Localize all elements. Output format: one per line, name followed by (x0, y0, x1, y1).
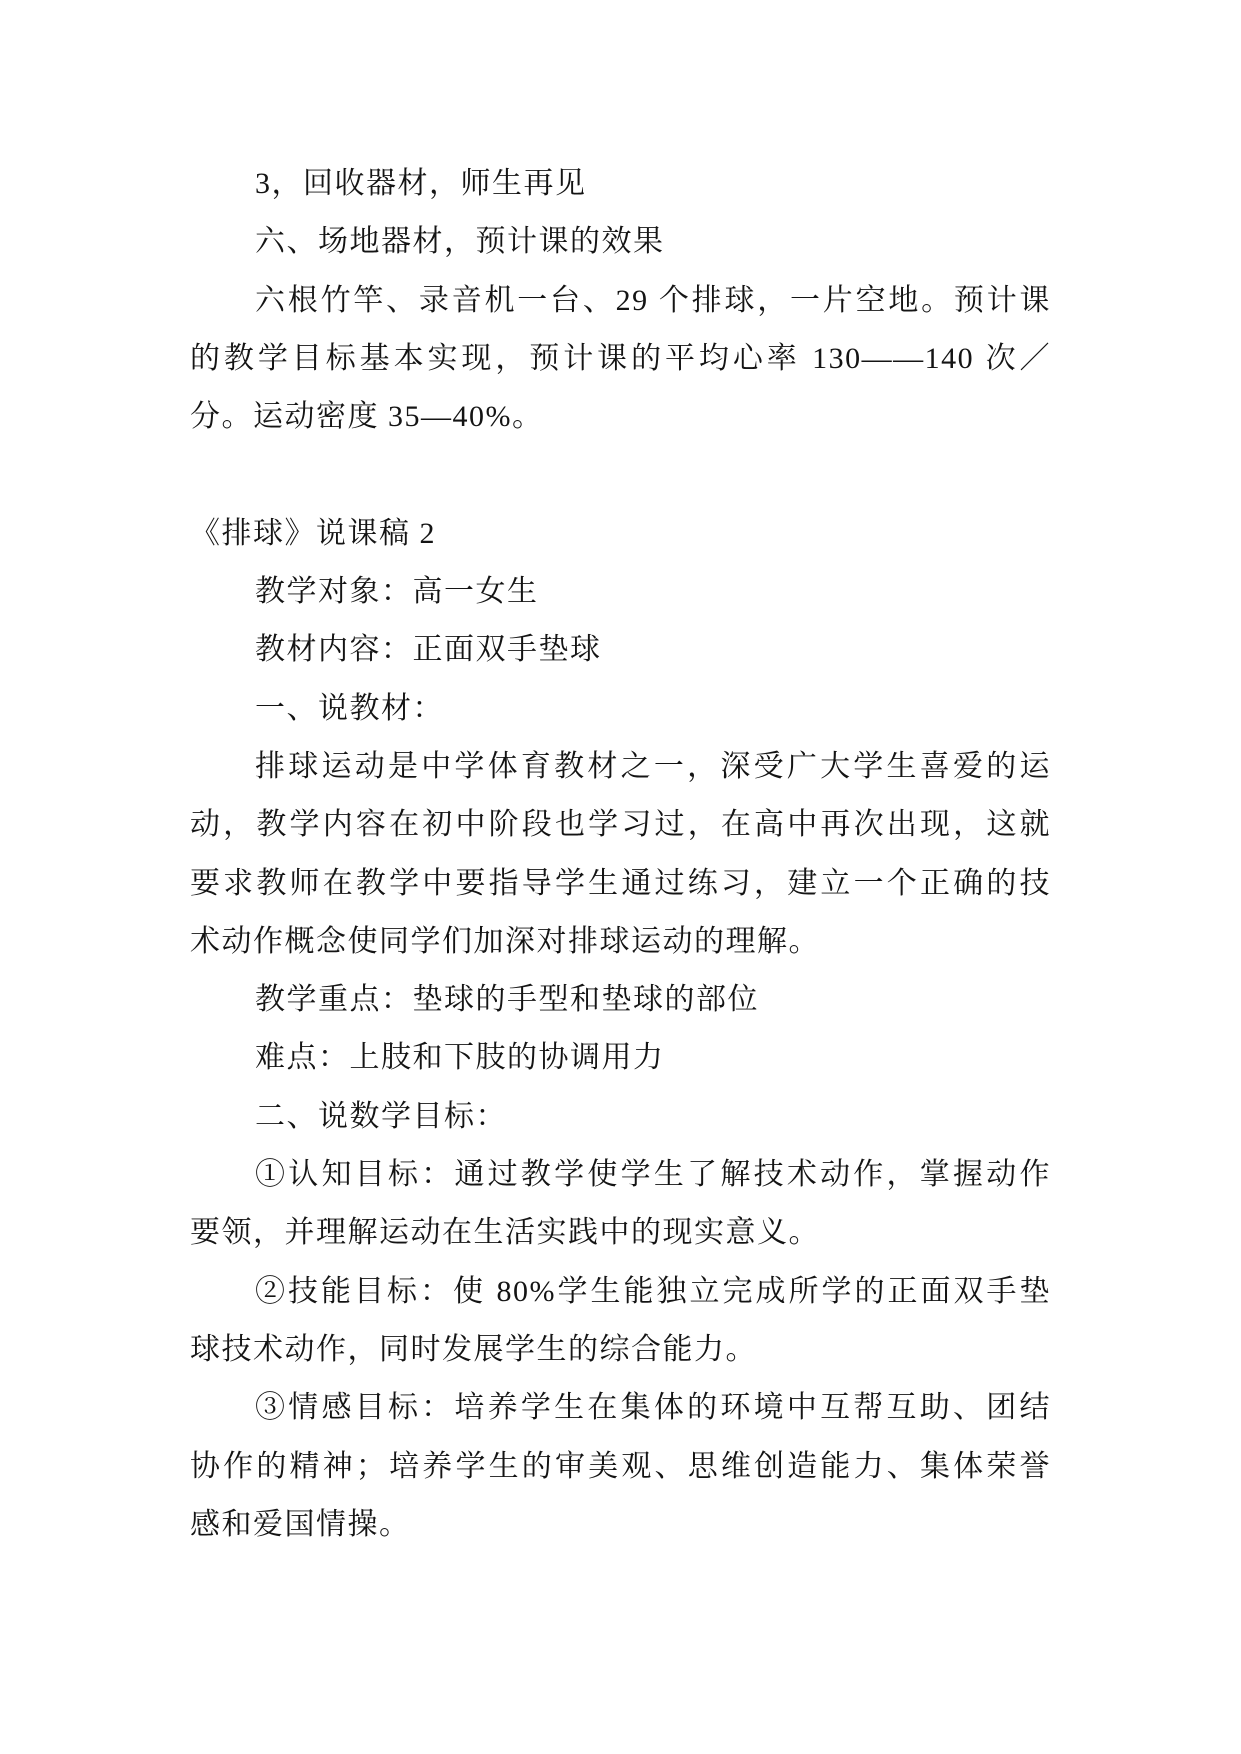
paragraph-line: ①认知目标：通过教学使学生了解技术动作，掌握动作 (255, 1158, 1051, 1192)
paragraph-line: 排球运动是中学体育教材之一，深受广大学生喜爱的运 (255, 749, 1051, 783)
paragraph-line: 教学对象：高一女生 (255, 575, 539, 609)
paragraph-line: 分。运动密度 35—40%。 (190, 400, 544, 434)
paragraph (190, 971, 1051, 1029)
section-heading (190, 680, 1051, 738)
section-heading (190, 213, 1051, 271)
document-page (190, 155, 1051, 1554)
paragraph-line: 的教学目标基本实现，预计课的平均心率 130——140 次／ (190, 341, 1051, 375)
paragraph (190, 738, 1051, 971)
paragraph (190, 1029, 1051, 1087)
paragraph-line: 术动作概念使同学们加深对排球运动的理解。 (190, 924, 820, 958)
paragraph-line: 感和爱国情操。 (190, 1507, 411, 1541)
section-lesson-2 (190, 505, 1051, 1554)
paragraph-line: ②技能目标：使 80%学生能独立完成所学的正面双手垫 (255, 1274, 1051, 1308)
paragraph-line: 动，教学内容在初中阶段也学习过，在高中再次出现，这就 (190, 808, 1051, 842)
document-title: 《排球》说课稿 2 (190, 516, 436, 550)
section-heading (190, 1088, 1051, 1146)
paragraph (190, 1379, 1051, 1554)
paragraph (190, 621, 1051, 679)
paragraph-line: 协作的精神；培养学生的审美观、思维创造能力、集体荣誉 (190, 1449, 1051, 1483)
paragraph-line: 六根竹竿、录音机一台、29 个排球，一片空地。预计课 (255, 283, 1051, 317)
paragraph (190, 1146, 1051, 1263)
paragraph-line: 要领，并理解运动在生活实践中的现实意义。 (190, 1216, 820, 1250)
section-lesson-end (190, 155, 1051, 446)
paragraph-line: ③情感目标：培养学生在集体的环境中互帮互助、团结 (255, 1391, 1051, 1425)
heading-line: 六、场地器材，预计课的效果 (255, 225, 665, 259)
paragraph (190, 272, 1051, 447)
paragraph-line: 要求教师在教学中要指导学生通过练习，建立一个正确的技 (190, 866, 1051, 900)
paragraph-line: 难点：上肢和下肢的协调用力 (255, 1041, 665, 1075)
paragraph-line: 球技术动作，同时发展学生的综合能力。 (190, 1332, 757, 1366)
heading-line: 一、说教材： (255, 691, 444, 725)
paragraph-line: 3，回收器材，师生再见 (255, 167, 587, 200)
paragraph-line: 教材内容：正面双手垫球 (255, 633, 602, 667)
paragraph (190, 155, 1051, 213)
heading-line: 二、说数学目标： (255, 1099, 507, 1133)
paragraph-line: 教学重点：垫球的手型和垫球的部位 (255, 983, 759, 1017)
paragraph (190, 1263, 1051, 1380)
paragraph (190, 563, 1051, 621)
